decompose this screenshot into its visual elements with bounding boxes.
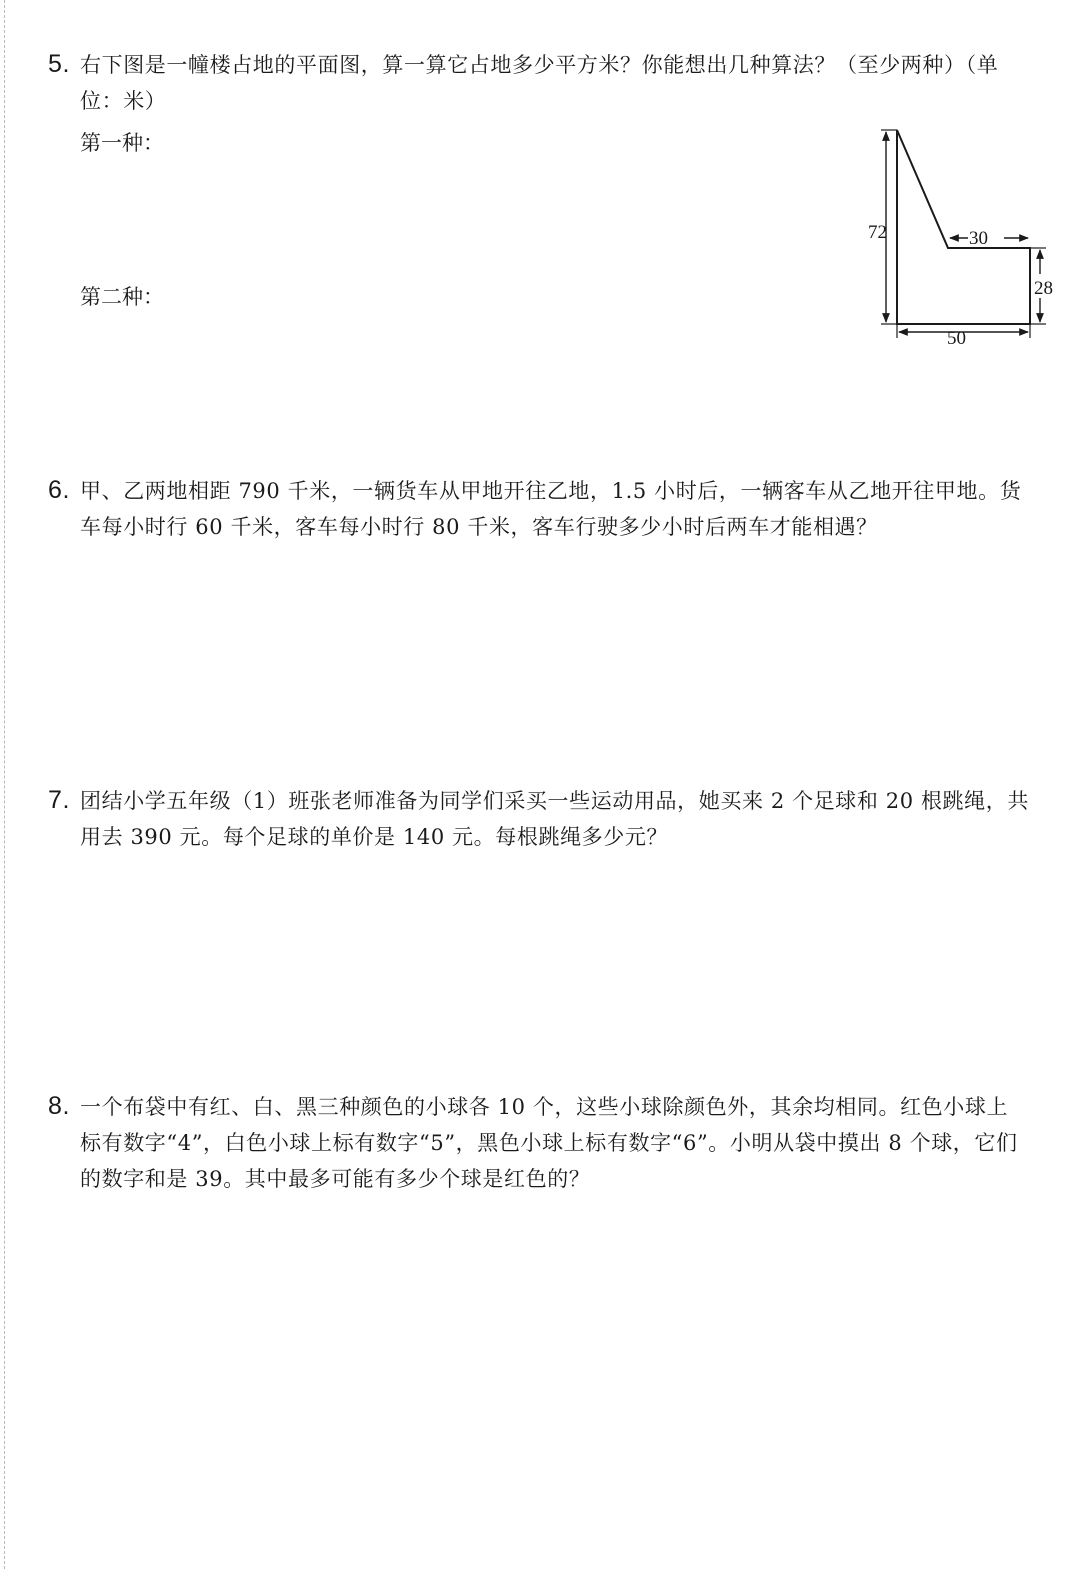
problem-line <box>48 509 1058 545</box>
problem-7 <box>48 782 1058 855</box>
problem-text: 一个布袋中有红、白、黑三种颜色的小球各 10 个，这些小球除颜色外，其余均相同。红色小球上 <box>80 1095 1009 1119</box>
binding-margin-line <box>4 0 5 1569</box>
problem-text: 的数字和是 39。其中最多可能有多少个球是红色的？ <box>80 1167 591 1191</box>
problem-line <box>48 83 1058 119</box>
problem-line <box>48 1125 1058 1161</box>
problem-line <box>48 472 1058 509</box>
right-height-label: 28 <box>1034 278 1053 299</box>
problem-text: 甲、乙两地相距 790 千米，一辆货车从甲地开往乙地，1.5 小时后，一辆客车从乙地开往甲地。货 <box>80 479 1022 503</box>
floor-plan-svg <box>860 118 1070 358</box>
problem-number: 5. <box>48 50 71 78</box>
problem-text: 团结小学五年级（1）班张老师准备为同学们采买一些运动用品，她买来 2 个足球和 20 根跳绳，共 <box>80 789 1029 813</box>
height-label: 72 <box>868 222 887 243</box>
top-width-label: 30 <box>969 228 988 249</box>
problem-text: 位：米） <box>80 89 167 113</box>
problem-6 <box>48 472 1058 545</box>
problem-text: 车每小时行 60 千米，客车每小时行 80 千米，客车行驶多少小时后两车才能相遇？ <box>80 515 878 539</box>
floor-plan-outline <box>897 130 1030 324</box>
problem-number: 7. <box>48 786 71 814</box>
problem-line <box>48 1088 1058 1125</box>
method-one-label: 第一种： <box>80 131 164 155</box>
problem-line <box>48 782 1058 819</box>
problem-number: 8. <box>48 1092 71 1120</box>
problem-line <box>48 46 1058 83</box>
problem-text: 用去 390 元。每个足球的单价是 140 元。每根跳绳多少元？ <box>80 825 669 849</box>
problem-text: 右下图是一幢楼占地的平面图，算一算它占地多少平方米？你能想出几种算法？（至少两种）（单 <box>80 53 999 77</box>
method-two-label: 第二种： <box>80 285 164 309</box>
problem-line <box>48 819 1058 855</box>
problem-8 <box>48 1088 1058 1197</box>
problem-number: 6. <box>48 476 71 504</box>
problem-text: 标有数字“4”，白色小球上标有数字“5”，黑色小球上标有数字“6”。小明从袋中摸出 8 个球，它们 <box>80 1131 1018 1155</box>
problem-line <box>48 1161 1058 1197</box>
floor-plan-figure <box>860 118 1070 358</box>
bottom-width-label: 50 <box>947 328 966 349</box>
problem-5 <box>48 46 1058 119</box>
